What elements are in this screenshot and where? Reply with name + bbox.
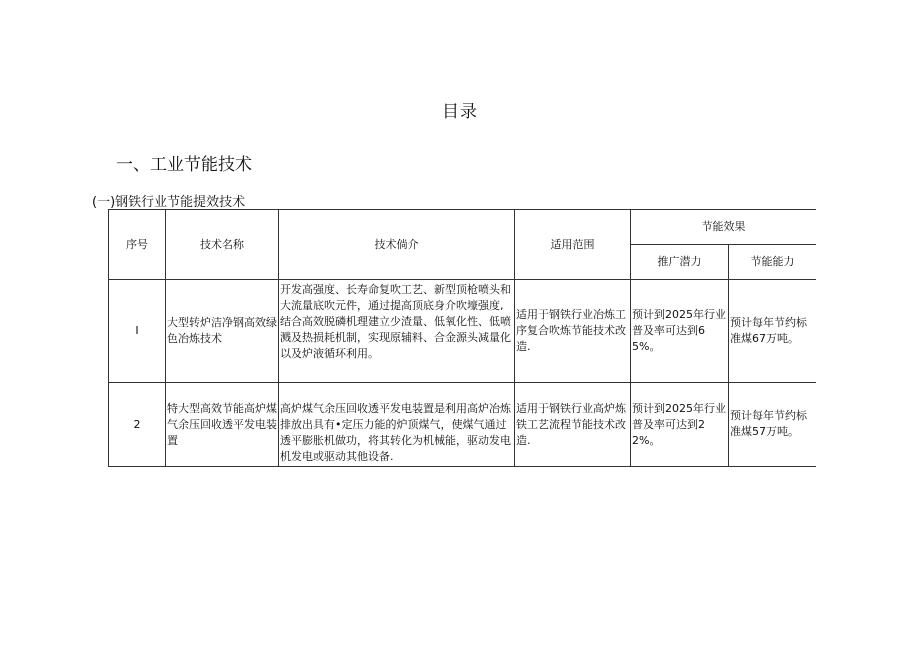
row-name-text: 特大型高效节能高炉煤气余压回收透平发电装置 xyxy=(167,402,277,447)
row-scope-text: 适用于钢铁行业高炉炼铁工艺流程节能技术改造. xyxy=(516,402,626,447)
row-intro-text: 开发高强度、长寿命复吹工艺、新型顶枪喷头和大流量底吹元件，通过提高顶底身介吹壕强度,结合高效脱磷机理建立少渣量、低氧化性、低喷溅及热损耗机制，实现原辅料、合金源头减量化以及炉液循环利用。 xyxy=(280,283,511,360)
row-name xyxy=(166,383,279,467)
row-scope xyxy=(515,383,631,467)
row-name xyxy=(166,280,279,383)
header-potential: 推广潜力 xyxy=(631,245,729,280)
row-potential xyxy=(631,280,729,383)
row-capacity xyxy=(729,383,817,467)
header-row-1 xyxy=(109,210,817,245)
document-title: 目录 xyxy=(442,102,478,122)
header-capacity: 节能能力 xyxy=(729,245,817,280)
header-name: 技术名称 xyxy=(166,210,279,280)
row-potential-text: 预计到2025年行业普及率可达到65%。 xyxy=(632,308,726,353)
row-intro xyxy=(279,280,515,383)
header-intro: 技术倘介 xyxy=(279,210,515,280)
row-capacity xyxy=(729,280,817,383)
row-capacity-text: 预计每年节约标准煤57万吨。 xyxy=(730,409,807,438)
technology-table-container xyxy=(108,209,816,468)
row-name-text: 大型转炉洁净钢高效绿色冶炼技术 xyxy=(167,316,277,345)
subsection-heading: (一)钢铁行业节能提效技术 xyxy=(92,195,246,210)
row-no: 2 xyxy=(109,383,166,467)
row-no: I xyxy=(109,280,166,383)
header-scope: 适用范围 xyxy=(515,210,631,280)
section-heading: 一、工业节能技术 xyxy=(116,155,252,175)
row-intro xyxy=(279,383,515,467)
row-intro-text: 高炉煤气余压回收透平发电装置是利用高炉冶炼排放出具有•定压力能的炉顶煤气，使煤气通过透平膨胀机做功，将其转化为机械能，驱动发电机发电或驱动其他设备. xyxy=(280,402,511,463)
row-capacity-text: 预计每年节约标准煤67万吨。 xyxy=(730,316,807,345)
row-potential-text: 预计到2025年行业普及率可达到22%。 xyxy=(632,402,726,447)
header-no: 序号 xyxy=(109,210,166,280)
row-scope xyxy=(515,280,631,383)
table-row xyxy=(109,383,817,467)
table-row xyxy=(109,280,817,383)
header-effect: 节能效果 xyxy=(631,210,817,245)
row-potential xyxy=(631,383,729,467)
row-scope-text: 适用于钢铁行业冶炼工序复合吹炼节能技术改造. xyxy=(516,308,626,353)
technology-table xyxy=(108,209,816,467)
